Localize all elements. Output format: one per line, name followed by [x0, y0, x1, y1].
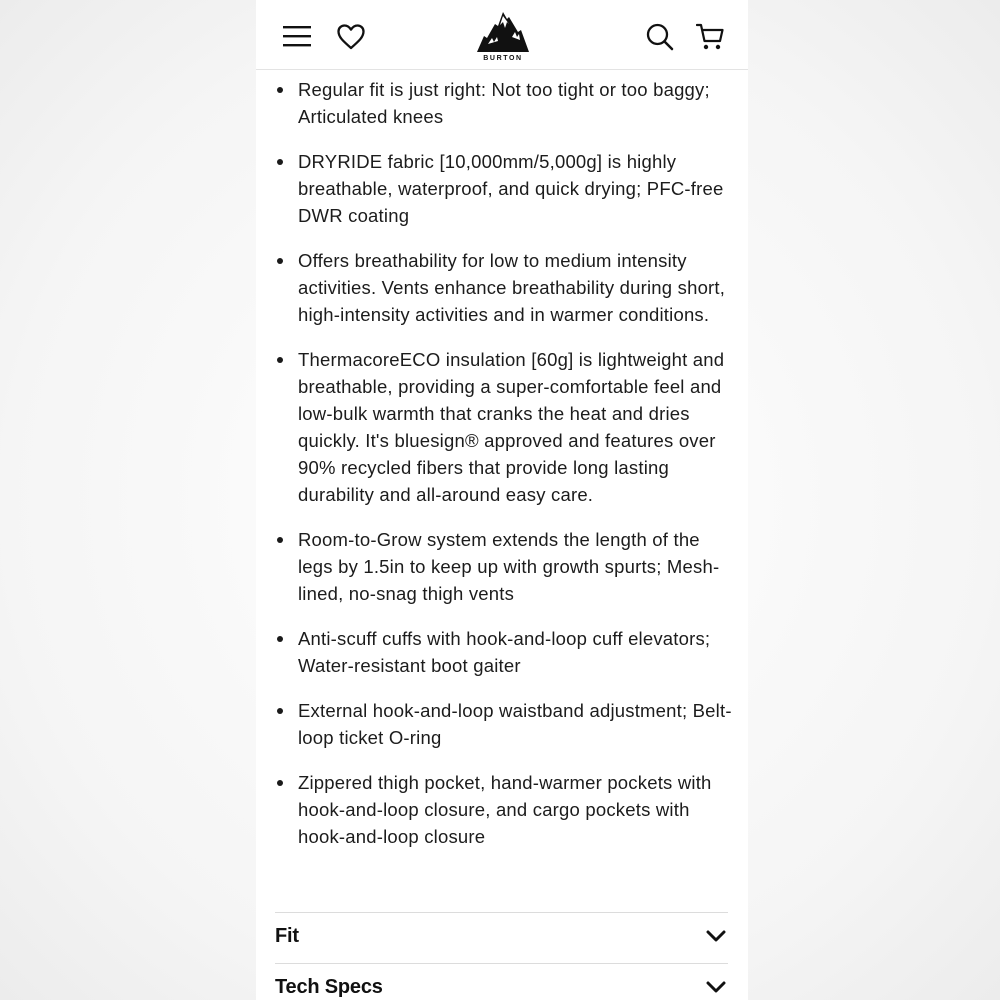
feature-item	[256, 769, 748, 850]
feature-text: ThermacoreECO insulation [60g] is lightweight and breathable, providing a super-comfortable feel and low-bulk warmth that cranks the heat and dries quickly. It's bluesign® approved and features over 90% recycled fibers that provide long lasting durability and all-around easy care.	[298, 349, 725, 505]
mountain-logo-icon	[476, 10, 530, 54]
bullet	[277, 708, 283, 714]
heart-icon[interactable]	[337, 24, 365, 50]
bullet	[277, 258, 283, 264]
burton-logo[interactable]	[476, 10, 530, 66]
feature-text: DRYRIDE fabric [10,000mm/5,000g] is highly breathable, waterproof, and quick drying; PFC-free DWR coating	[298, 151, 724, 226]
hamburger-menu-icon[interactable]	[283, 25, 311, 47]
accordion-fit[interactable]	[275, 912, 728, 963]
feature-text: External hook-and-loop waistband adjustment; Belt-loop ticket O-ring	[298, 700, 732, 748]
accordion-label: Tech Specs	[275, 976, 383, 998]
feature-item	[256, 697, 748, 751]
bullet	[277, 780, 283, 786]
accordion-tech-specs[interactable]	[275, 963, 728, 1000]
feature-text: Offers breathability for low to medium intensity activities. Vents enhance breathability during short, high-intensity activities and in warmer conditions.	[298, 250, 726, 325]
bullet	[277, 357, 283, 363]
feature-text: Room-to-Grow system extends the length of the legs by 1.5in to keep up with growth spurts; Mesh-lined, no-snag thigh vents	[298, 529, 720, 604]
bullet	[277, 159, 283, 165]
site-header	[256, 0, 748, 70]
bullet	[277, 537, 283, 543]
feature-list	[256, 76, 748, 868]
brand-wordmark: BURTON	[483, 55, 523, 62]
feature-text: Anti-scuff cuffs with hook-and-loop cuff elevators; Water-resistant boot gaiter	[298, 628, 711, 676]
feature-item	[256, 148, 748, 229]
feature-item	[256, 526, 748, 607]
feature-item	[256, 625, 748, 679]
feature-text: Regular fit is just right: Not too tight or too baggy; Articulated knees	[298, 79, 710, 127]
shopping-cart-icon[interactable]	[696, 23, 724, 51]
feature-item	[256, 346, 748, 508]
bullet	[277, 636, 283, 642]
bullet	[277, 87, 283, 93]
search-icon[interactable]	[646, 23, 674, 51]
chevron-down-icon[interactable]	[706, 981, 726, 999]
accordion-label: Fit	[275, 925, 299, 947]
chevron-down-icon[interactable]	[706, 930, 726, 948]
feature-text: Zippered thigh pocket, hand-warmer pockets with hook-and-loop closure, and cargo pockets with hook-and-loop closure	[298, 772, 712, 847]
feature-item	[256, 247, 748, 328]
feature-item	[256, 76, 748, 130]
phone-screen	[256, 0, 748, 1000]
